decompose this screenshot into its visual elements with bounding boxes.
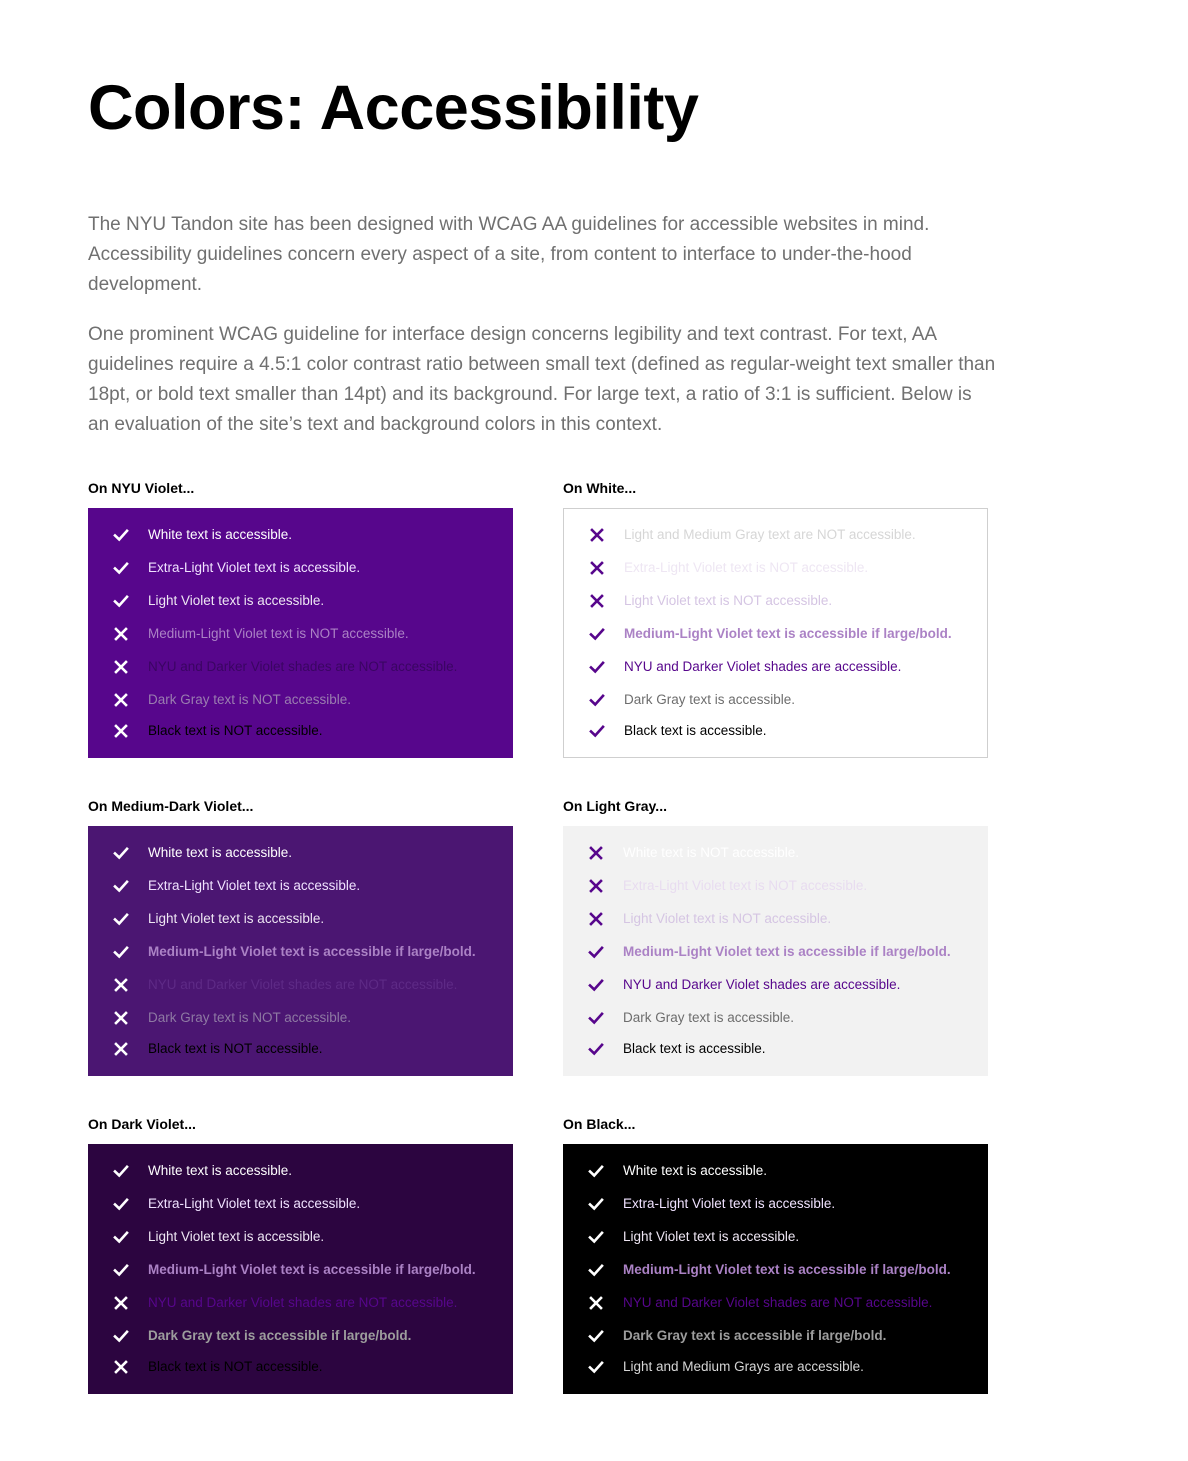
- panel-item-text: Extra-Light Violet text is accessible.: [148, 1196, 361, 1211]
- intro-paragraph: One prominent WCAG guideline for interface design concerns legibility and text contrast. For text, AA guidelines require a 4.5:1 color contrast ratio between small text (defined as regular-weight text smaller than 18pt, or bold text smaller than 14pt) and its background. For large text, a ratio of 3:1 is sufficient. Below is an evaluation of the site’s text and background colors in this context.: [88, 324, 996, 435]
- contrast-panel: [563, 1144, 988, 1394]
- contrast-panel: [563, 508, 988, 758]
- check-icon: [585, 1356, 607, 1378]
- panel-item-text: Black text is accessible.: [623, 1041, 766, 1056]
- panel-item: [564, 590, 987, 612]
- check-icon: [585, 1160, 607, 1182]
- contrast-panel: [88, 508, 513, 758]
- panel-item: [88, 1193, 513, 1215]
- x-icon: [585, 875, 607, 897]
- panel-item: [564, 524, 987, 546]
- panel-item-text: Medium-Light Violet text is accessible if large/bold.: [148, 1262, 476, 1277]
- panel-label: On Black...: [563, 1116, 636, 1132]
- panel-item-text: Light Violet text is accessible.: [148, 911, 325, 926]
- panel-item: [88, 1038, 513, 1060]
- x-icon: [110, 1038, 132, 1060]
- panel-item-text: NYU and Darker Violet shades are NOT accessible.: [148, 659, 458, 674]
- panel-item: [88, 875, 513, 897]
- check-icon: [585, 1193, 607, 1215]
- panel-item-text: NYU and Darker Violet shades are accessible.: [623, 977, 901, 992]
- x-icon: [586, 590, 608, 612]
- panel-label: On White...: [563, 480, 637, 496]
- contrast-panel: [563, 826, 988, 1076]
- panel-item: [88, 689, 513, 711]
- panel-item: [564, 623, 987, 645]
- panel-item: [88, 1356, 513, 1378]
- panel-item: [88, 557, 513, 579]
- page-title: Colors: Accessibility: [88, 73, 699, 143]
- panel-item-text: NYU and Darker Violet shades are accessible.: [624, 659, 902, 674]
- panel-item: [88, 720, 513, 742]
- panel-item-text: Dark Gray text is NOT accessible.: [148, 692, 352, 707]
- panel-item: [564, 557, 987, 579]
- panel-item-text: Medium-Light Violet text is accessible if large/bold.: [624, 626, 952, 641]
- panel-item: [563, 1160, 988, 1182]
- panel-item: [563, 1292, 988, 1314]
- intro-paragraph: The NYU Tandon site has been designed with WCAG AA guidelines for accessible websites in mind. Accessibility guidelines concern every aspect of a site, from content to interface to under-the-hood development.: [88, 214, 930, 295]
- panel-item: [563, 875, 988, 897]
- panel-item: [88, 941, 513, 963]
- panel-item-text: Light Violet text is accessible.: [623, 1229, 800, 1244]
- panel-label: On Medium-Dark Violet...: [88, 798, 254, 814]
- panel-item-text: Dark Gray text is NOT accessible.: [148, 1010, 352, 1025]
- panel-item-text: Extra-Light Violet text is accessible.: [148, 878, 361, 893]
- panel-item: [88, 842, 513, 864]
- panel-item-text: Extra-Light Violet text is NOT accessible.: [623, 878, 868, 893]
- panel-item: [88, 623, 513, 645]
- panel-item-text: NYU and Darker Violet shades are NOT accessible.: [148, 1295, 458, 1310]
- x-icon: [110, 974, 132, 996]
- check-icon: [586, 623, 608, 645]
- panel-item: [563, 842, 988, 864]
- panel-item-text: Black text is NOT accessible.: [148, 723, 323, 738]
- panel-item-text: Dark Gray text is accessible if large/bold.: [623, 1328, 887, 1343]
- panel-item: [564, 720, 987, 742]
- panel-item-text: Light Violet text is NOT accessible.: [624, 593, 833, 608]
- panel-item: [88, 590, 513, 612]
- check-icon: [110, 1325, 132, 1347]
- panel-item-text: Light Violet text is NOT accessible.: [623, 911, 832, 926]
- panel-label: On NYU Violet...: [88, 480, 195, 496]
- check-icon: [585, 941, 607, 963]
- panel-item: [563, 1226, 988, 1248]
- panel-item: [563, 1193, 988, 1215]
- panel-item: [88, 974, 513, 996]
- check-icon: [585, 1259, 607, 1281]
- panel-item-text: Extra-Light Violet text is NOT accessible.: [624, 560, 869, 575]
- panel-item-text: White text is accessible.: [148, 845, 293, 860]
- x-icon: [110, 1007, 132, 1029]
- check-icon: [110, 524, 132, 546]
- check-icon: [585, 1038, 607, 1060]
- panel-item-text: Medium-Light Violet text is accessible if large/bold.: [148, 944, 476, 959]
- x-icon: [110, 1356, 132, 1378]
- check-icon: [110, 1259, 132, 1281]
- panel-item: [88, 1007, 513, 1029]
- panel-item-text: White text is NOT accessible.: [623, 845, 800, 860]
- panel-item: [564, 689, 987, 711]
- panel-item-text: Extra-Light Violet text is accessible.: [148, 560, 361, 575]
- panel-item-text: Dark Gray text is accessible.: [623, 1010, 795, 1025]
- panel-item: [563, 1356, 988, 1378]
- panel-item-text: White text is accessible.: [623, 1163, 768, 1178]
- panel-item: [88, 1226, 513, 1248]
- x-icon: [585, 908, 607, 930]
- panel-item: [564, 656, 987, 678]
- panel-item-text: Light and Medium Grays are accessible.: [623, 1359, 864, 1374]
- check-icon: [110, 557, 132, 579]
- check-icon: [110, 941, 132, 963]
- panel-item-text: NYU and Darker Violet shades are NOT accessible.: [148, 977, 458, 992]
- panel-item: [563, 1325, 988, 1347]
- panel-item: [563, 908, 988, 930]
- check-icon: [586, 656, 608, 678]
- panel-item: [563, 1007, 988, 1029]
- check-icon: [110, 842, 132, 864]
- panel-label: On Light Gray...: [563, 798, 667, 814]
- check-icon: [586, 689, 608, 711]
- intro-text: [88, 210, 998, 460]
- panel-item-text: Dark Gray text is accessible.: [624, 692, 796, 707]
- panel-item: [88, 1160, 513, 1182]
- panel-item: [563, 974, 988, 996]
- panel-item: [563, 1259, 988, 1281]
- check-icon: [110, 1160, 132, 1182]
- x-icon: [110, 623, 132, 645]
- panel-item: [88, 656, 513, 678]
- panel-item-text: White text is accessible.: [148, 1163, 293, 1178]
- panel-item-text: Medium-Light Violet text is NOT accessible.: [148, 626, 409, 641]
- panel-label: On Dark Violet...: [88, 1116, 196, 1132]
- panel-item-text: Black text is NOT accessible.: [148, 1359, 323, 1374]
- panel-item: [88, 1325, 513, 1347]
- x-icon: [110, 689, 132, 711]
- check-icon: [110, 1226, 132, 1248]
- panel-item-text: Light and Medium Gray text are NOT accessible.: [624, 527, 916, 542]
- check-icon: [110, 590, 132, 612]
- x-icon: [586, 524, 608, 546]
- panel-item-text: NYU and Darker Violet shades are NOT accessible.: [623, 1295, 933, 1310]
- x-icon: [585, 842, 607, 864]
- check-icon: [586, 720, 608, 742]
- check-icon: [585, 1325, 607, 1347]
- check-icon: [585, 1226, 607, 1248]
- panel-item-text: White text is accessible.: [148, 527, 293, 542]
- panel-item-text: Medium-Light Violet text is accessible if large/bold.: [623, 1262, 951, 1277]
- panel-item: [563, 941, 988, 963]
- x-icon: [585, 1292, 607, 1314]
- panel-item-text: Extra-Light Violet text is accessible.: [623, 1196, 836, 1211]
- panel-item: [563, 1038, 988, 1060]
- panel-item-text: Black text is NOT accessible.: [148, 1041, 323, 1056]
- check-icon: [110, 875, 132, 897]
- contrast-panel: [88, 826, 513, 1076]
- panel-item: [88, 908, 513, 930]
- panel-item: [88, 1259, 513, 1281]
- check-icon: [585, 974, 607, 996]
- x-icon: [110, 1292, 132, 1314]
- x-icon: [586, 557, 608, 579]
- panel-item-text: Black text is accessible.: [624, 723, 767, 738]
- check-icon: [585, 1007, 607, 1029]
- panel-item: [88, 1292, 513, 1314]
- panel-item: [88, 524, 513, 546]
- panel-item-text: Medium-Light Violet text is accessible if large/bold.: [623, 944, 951, 959]
- panel-item-text: Dark Gray text is accessible if large/bold.: [148, 1328, 412, 1343]
- check-icon: [110, 908, 132, 930]
- check-icon: [110, 1193, 132, 1215]
- contrast-panel: [88, 1144, 513, 1394]
- x-icon: [110, 720, 132, 742]
- panel-item-text: Light Violet text is accessible.: [148, 593, 325, 608]
- panel-item-text: Light Violet text is accessible.: [148, 1229, 325, 1244]
- x-icon: [110, 656, 132, 678]
